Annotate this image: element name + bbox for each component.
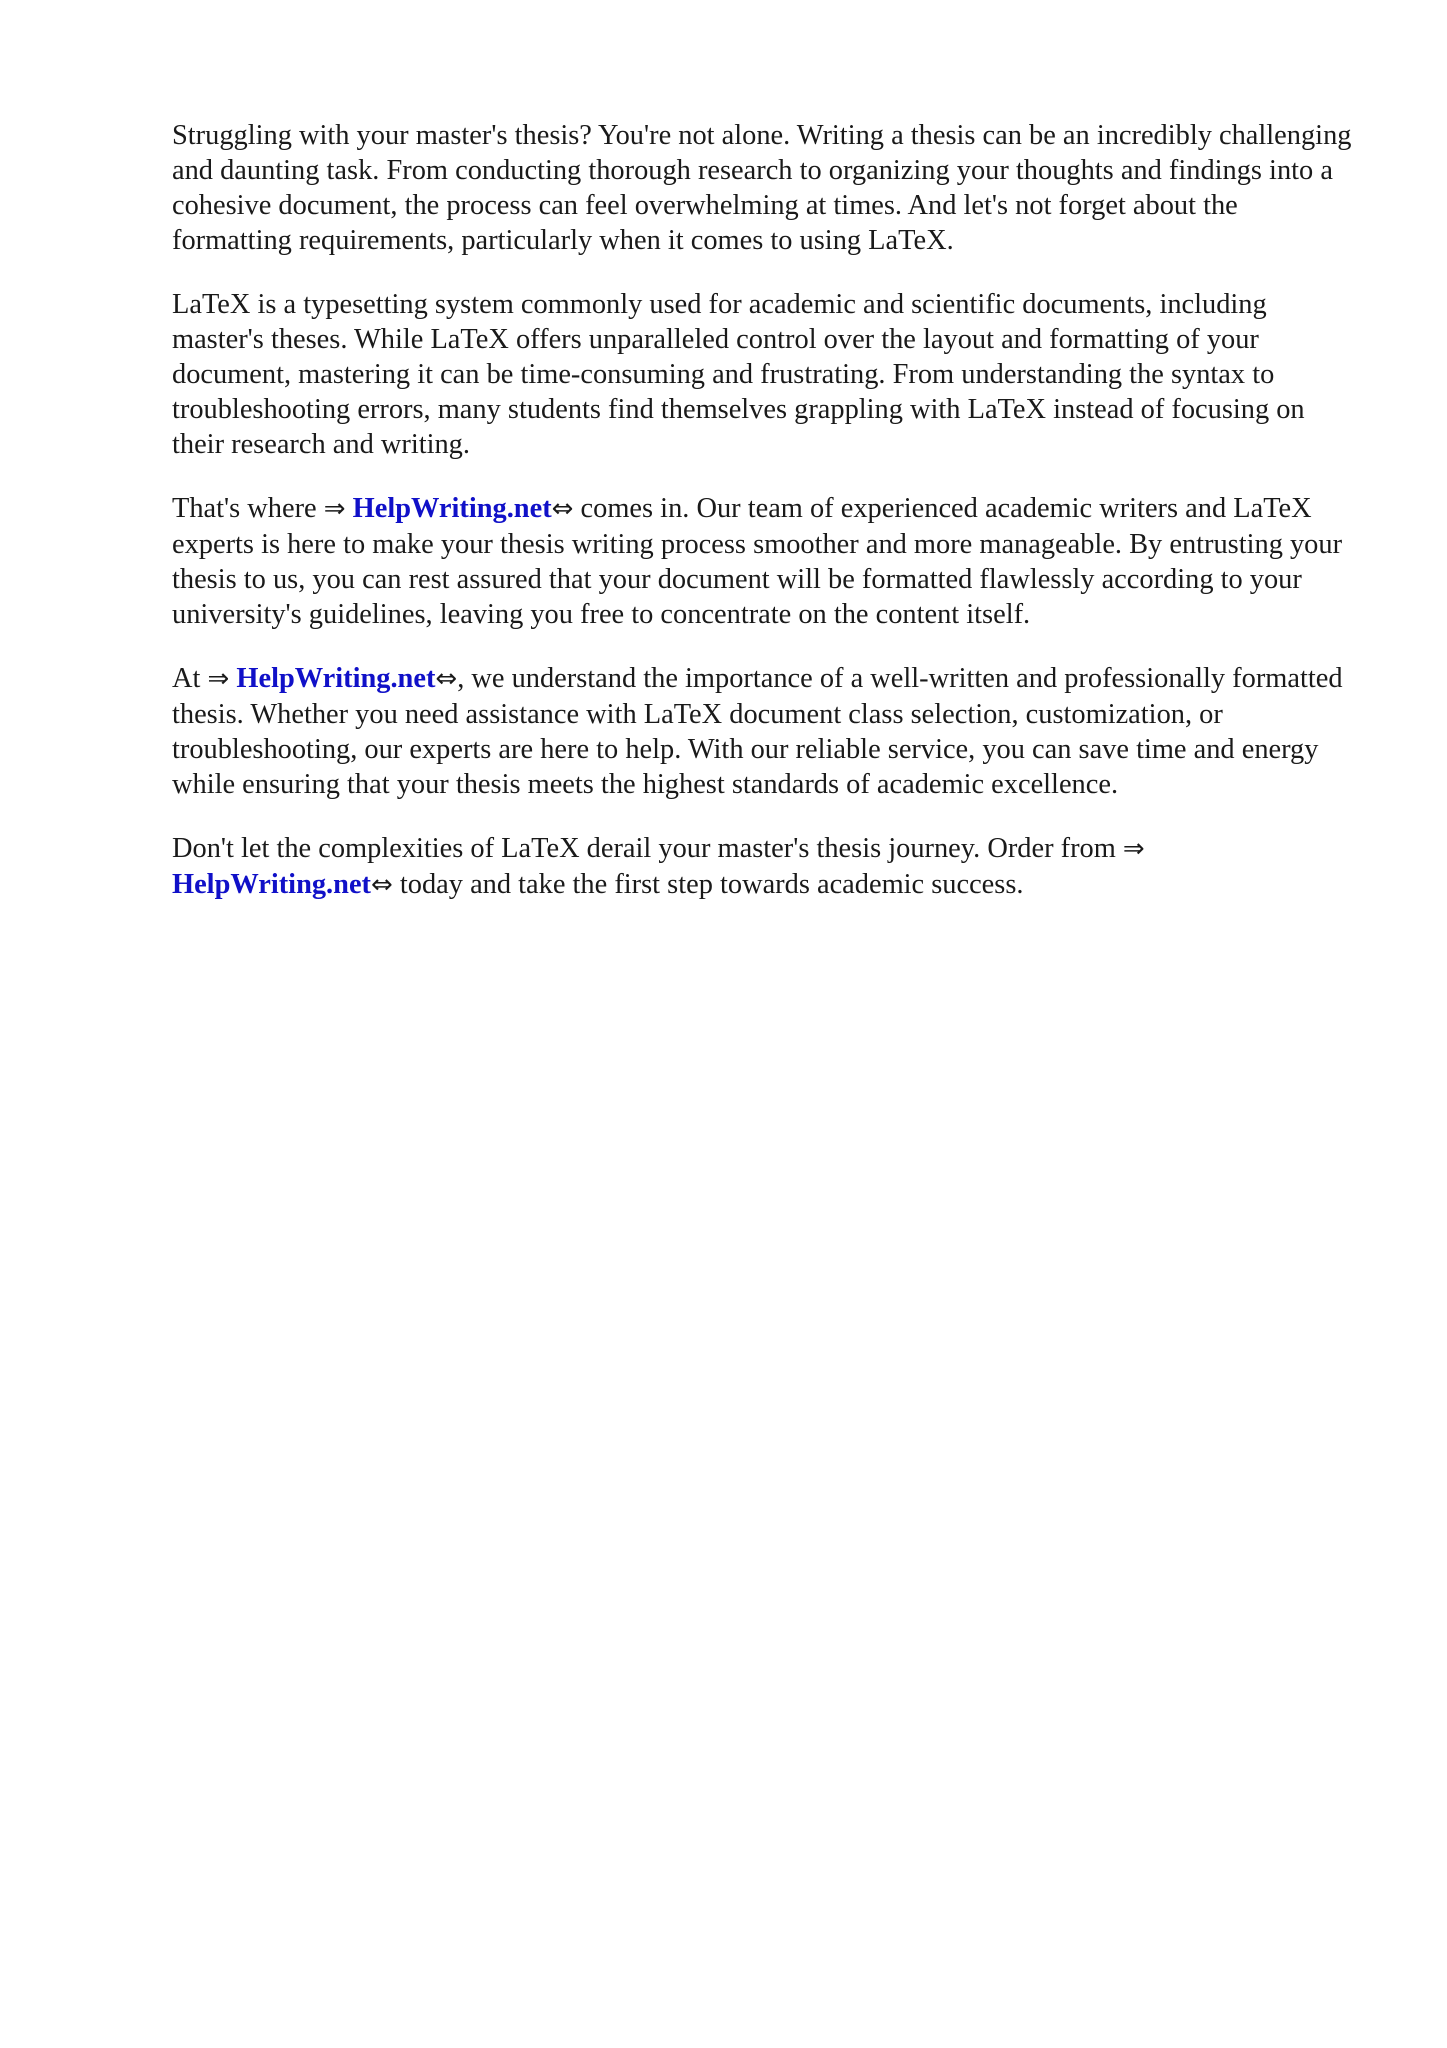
document-page (172, 118, 1352, 932)
double-arrow-icon: ⇔ (435, 664, 458, 694)
paragraph-service (172, 491, 1352, 632)
helpwriting-link[interactable]: HelpWriting.net (352, 493, 552, 524)
paragraph-service-after: comes in. Our team of experienced academic writers and LaTeX experts is here to make your thesis writing process smoother and more manageable. By entrusting your thesis to us, you can rest assured that your document will be formatted flawlessly according to your university's guidelines, leaving you free to concentrate on the content itself. (172, 493, 1343, 630)
right-arrow-icon: ⇒ (207, 664, 230, 694)
paragraph-intro-text: Struggling with your master's thesis? You're not alone. Writing a thesis can be an incredibly challenging and daunting task. From conducting thorough research to organizing your thoughts and findings into a cohesive document, the process can feel overwhelming at times. And let's not forget about the formatting requirements, particularly when it comes to using LaTeX. (172, 120, 1352, 256)
paragraph-latex-text: LaTeX is a typesetting system commonly used for academic and scientific documents, including master's theses. While LaTeX offers unparalleled control over the layout and formatting of your document, mastering it can be time-consuming and frustrating. From understanding the syntax to troubleshooting errors, many students find themselves grappling with LaTeX instead of focusing on their research and writing. (172, 289, 1305, 460)
helpwriting-link[interactable]: HelpWriting.net (236, 663, 436, 694)
paragraph-importance (172, 661, 1352, 802)
helpwriting-link[interactable]: HelpWriting.net (172, 869, 371, 900)
paragraph-latex (172, 287, 1352, 462)
paragraph-importance-before: At (172, 663, 208, 694)
paragraph-order-after: today and take the first step towards academic success. (392, 869, 1024, 900)
paragraph-importance-after: , we understand the importance of a well-written and professionally formatted thesis. Whether you need assistance with LaTeX document class selection, customization, or troubleshooting, our experts are here to help. With our reliable service, you can save time and energy while ensuring that your thesis meets the highest standards of academic excellence. (172, 663, 1343, 800)
double-arrow-icon: ⇔ (371, 870, 393, 900)
paragraph-order (172, 831, 1352, 903)
double-arrow-icon: ⇔ (551, 494, 574, 524)
paragraph-intro (172, 118, 1352, 258)
paragraph-order-before: Don't let the complexities of LaTeX derail your master's thesis journey. Order from (172, 833, 1123, 864)
right-arrow-icon: ⇒ (1122, 834, 1145, 864)
right-arrow-icon: ⇒ (323, 494, 346, 524)
paragraph-service-before: That's where (172, 493, 324, 524)
